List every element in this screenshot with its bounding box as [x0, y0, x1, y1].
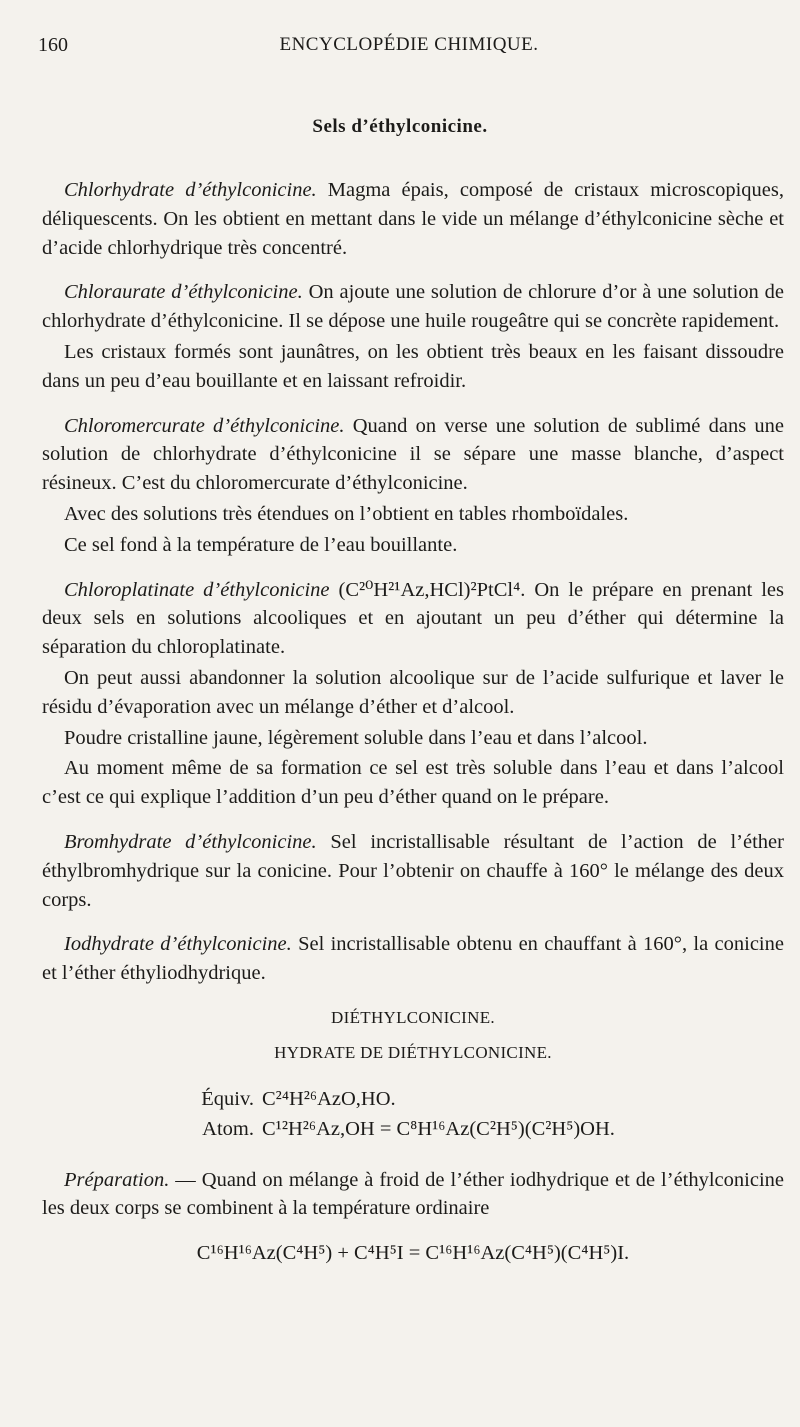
paragraph-chloroplatinate-solubility	[42, 754, 784, 812]
subheading-hydrate: HYDRATE DE DIÉTHYLCONICINE.	[274, 1042, 552, 1062]
paragraph-chloromercurate-tables	[42, 500, 784, 529]
paragraph-text: Les cristaux formés sont jaunâtres, on les obtient très beaux en les faisant dissoudre dans un peu d’eau bouillante et en laissant refroidir.	[42, 340, 784, 392]
paragraph-text: Sel incristallisable résultant de l’action de l’éther éthylbromhydrique sur la conicine. Pour l’obtenir on chauffe à 160° le mélange des deux corps.	[42, 830, 784, 911]
formula-block	[42, 1084, 784, 1144]
formula-equiv-value: C²⁴H²⁶AzO,HO.	[262, 1087, 396, 1110]
paragraph-text: Au moment même de sa formation ce sel est très soluble dans l’eau et dans l’alcool c’est ce qui explique l’addition d’un peu d’éther quand on le prépare.	[42, 757, 784, 809]
formula-atom-value: C¹²H²⁶Az,OH = C⁸H¹⁶Az(C²H⁵)(C²H⁵)OH.	[262, 1117, 615, 1140]
paragraph-text: Poudre cristalline jaune, légèrement soluble dans l’eau et dans l’alcool.	[64, 726, 648, 749]
running-title: ENCYCLOPÉDIE CHIMIQUE.	[279, 34, 539, 55]
paragraph-formula: (C²⁰H²¹Az,HCl)²PtCl⁴.	[329, 578, 526, 601]
paragraph-lead: Chloroplatinate d’éthylconicine	[64, 578, 330, 601]
paragraph-chloraurate	[42, 278, 784, 336]
paragraph-chloroplatinate-powder	[42, 724, 784, 753]
paragraph-chloroplatinate-alt	[42, 664, 784, 722]
paragraph-lead: Bromhydrate d’éthylconicine.	[64, 830, 317, 853]
paragraph-preparation	[42, 1166, 784, 1224]
formula-atom-label: Atom.	[202, 1117, 254, 1140]
paragraph-chloroplatinate	[42, 576, 784, 662]
paragraph-lead: Chlorhydrate d’éthylconicine.	[64, 179, 317, 201]
paragraph-chloromercurate-melting	[42, 531, 784, 560]
paragraph-text: Avec des solutions très étendues on l’obtient en tables rhomboïdales.	[64, 502, 629, 525]
page-number: 160	[38, 34, 68, 56]
paragraph-lead: Chloromercurate d’éthylconicine.	[64, 414, 345, 437]
section-title: Sels d’éthylconicine.	[312, 116, 488, 137]
formula-equiv	[42, 1084, 784, 1114]
paragraph-lead: Chloraurate d’éthylconicine.	[64, 281, 303, 304]
paragraph-text: On peut aussi abandonner la solution alcoolique sur de l’acide sulfurique et laver le résidu d’évaporation avec un mélange d’éther et d’alcool.	[42, 666, 784, 718]
paragraph-text: Quand on verse une solution de sublimé dans une solution de chlorhydrate d’éthylconicine il se sépare une masse blanche, d’aspect résineux. C’est du chloromercurate d’éthylconicine.	[42, 414, 784, 495]
paragraph-chloraurate-crystals	[42, 338, 784, 396]
paragraph-chlorhydrate	[42, 176, 784, 262]
page-header	[38, 34, 780, 64]
paragraph-iodhydrate	[42, 930, 784, 988]
final-formula: C¹⁶H¹⁶Az(C⁴H⁵) + C⁴H⁵I = C¹⁶H¹⁶Az(C⁴H⁵)(C⁴H⁵)I.	[196, 1242, 630, 1265]
paragraph-lead: Préparation.	[64, 1168, 170, 1191]
paragraph-text: On le prépare en prenant les deux sels en solutions alcooliques et en ajoutant un peu d’éther qui détermine la séparation du chloroplatinate.	[42, 578, 785, 659]
subheading-diethylconicine: DIÉTHYLCONICINE.	[331, 1007, 495, 1027]
formula-atom	[42, 1114, 784, 1144]
paragraph-bromhydrate	[42, 828, 784, 914]
paragraph-text: Sel incristallisable obtenu en chauffant à 160°, la conicine et l’éther éthyliodhydrique.	[42, 933, 784, 985]
paragraph-lead: Iodhydrate d’éthylconicine.	[64, 933, 292, 956]
paragraph-text: Magma épais, composé de cristaux microscopiques, déliquescents. On les obtient en mettant dans le vide un mélange d’éthylconicine sèche et d’acide chlorhydrique très concentré.	[42, 179, 784, 259]
body-text	[42, 176, 784, 1288]
paragraph-chloromercurate	[42, 412, 784, 498]
paragraph-text: On ajoute une solution de chlorure d’or à une solution de chlorhydrate d’éthylconicine. Il se dépose une huile rougeâtre qui se concrète rapidement.	[42, 281, 784, 333]
paragraph-text: Ce sel fond à la température de l’eau bouillante.	[64, 533, 458, 556]
paragraph-text: — Quand on mélange à froid de l’éther iodhydrique et de l’éthylconicine les deux corps se combinent à la température ordinaire	[42, 1168, 784, 1220]
formula-equiv-label: Équiv.	[201, 1087, 254, 1110]
